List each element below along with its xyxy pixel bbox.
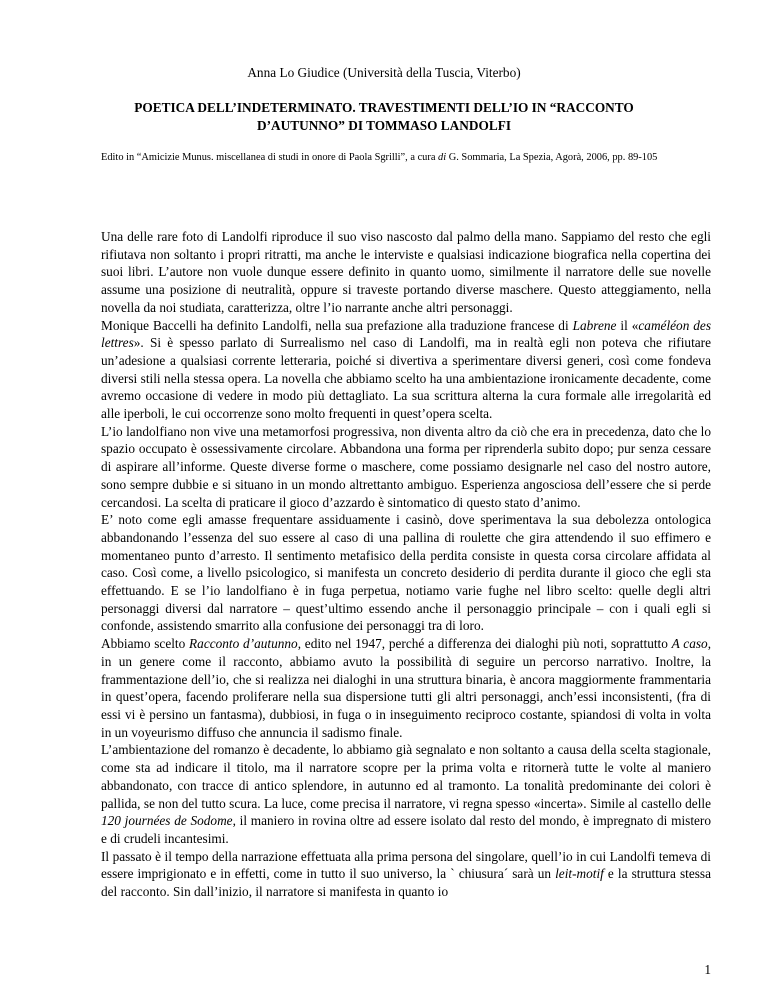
paragraph-5-text-c: , in un genere come il racconto, abbiamo avuto la possibilità di seguire un percorso narrativo. Inoltre, la frammentazione dell’io, che si realizza nei dialoghi in una struttura binaria, è ancora maggiormente frammentaria in quest’opera, facendo proliferare nella sua dispersione tutti gli altri personaggi, anch’essi inconsistenti, (fra di essi vi è persino un fantasma), dubbiosi, in fuga o in inseguimento reciproco costante, spiandosi di volta in volta in un voyeurismo diffuso che annuncia il sadismo finale. <box>101 636 712 740</box>
paragraph-7 <box>101 848 711 901</box>
paragraph-4: E’ noto come egli amasse frequentare assiduamente i casinò, dove sperimentava la sua debolezza ontologica abbandonando l’essenza del suo essere al caso di una pallina di roulette che gira attendendo il suo effimero e momentaneo punto d’arresto. Il sentimento metafisico della perdita consiste in questa corsa circolare affidata al caso. Così come, a livello psicologico, si manifesta un concreto desiderio di perdita durante il gioco che egli sta effettuando. E se l’io landolfiano è in fuga perpetua, notiamo varie fughe nel libro scelto: quelle degli altri personaggi diversi dal narratore – quest’ultimo essendo anche il personaggio principale – con i quali egli si confonde, assistendo smarrito alla confusione dei personaggi tra di loro. <box>101 512 711 634</box>
paragraph-6-text-a: L’ambientazione del romanzo è decadente, lo abbiamo già segnalato e non soltanto a causa della scelta stagionale, come sta ad indicare il titolo, ma il narratore scopre per la prima volta e ritornerà tutte le volte al maniero abbandonato, con tracce di antico splendore, in autunno ed al tramonto. La tonalità predominante dei colori è pallida, se non del tutto scura. La luce, come precisa il narratore, vi regna spesso «incerta». Simile al castello delle <box>101 742 711 811</box>
paragraph-3: L’io landolfiano non vive una metamorfosi progressiva, non diventa altro da ciò che era in precedenza, dato che lo spazio occupato è ossessivamente circolare. Abbandona una forma per riprenderla subito dopo; pur senza cessare di aspirare all’informe. Queste diverse forme o maschere, come possiamo designarle nel caso del nostro autore, sono sempre dubbie e si situano in un mondo altrettanto ambiguo. Esperienza angosciosa dell’essere che si perde cercandosi. La scelta di praticare il gioco d’azzardo è sintomatico di questo stato d’animo. <box>101 423 711 510</box>
title-a-caso: A caso <box>671 636 708 652</box>
paragraph-1: Una delle rare foto di Landolfi riproduce il suo viso nascosto dal palmo della mano. Sappiamo del resto che egli rifiutava non soltanto i propri ritratti, ma anche le interviste e qualsiasi indicazione biografica nella copertina dei suoi libri. L’autore non vuole dunque essere definito in quanto uomo, similmente il narratore delle sue novelle assume una posizione di neutralità, oppure si traveste portando diverse maschere. Questo atteggiamento, nella novella da noi studiata, caratterizza, oltre l’io narrante anche altri personaggi. <box>101 229 711 315</box>
paragraph-6 <box>101 741 711 847</box>
paragraph-5-text-a: Abbiamo scelto <box>101 636 190 652</box>
paragraph-7-text-b: e la struttura stessa del racconto. Sin dall’inizio, il narratore si manifesta in quanto io <box>101 866 711 900</box>
title-racconto-autunno: Racconto d’autunno <box>189 636 298 652</box>
paragraph-2 <box>101 317 711 423</box>
title-labrene: Labrene <box>572 317 617 333</box>
paragraph-2-text-b: il « <box>616 317 639 333</box>
paragraph-7-text-a: Il passato è il tempo della narrazione effettuata alla prima persona del singolare, quell’io in cui Landolfi temeva di essere imprigionato e in effetti, come in tutto il suo universo, la ` chiusura´ sarà un <box>101 848 711 882</box>
paragraph-6-text-b: , il maniero in rovina oltre ad essere isolato dal resto del mondo, è impregnato di mistero e di crudeli incantesimi. <box>101 813 711 846</box>
quote-cameleon: caméléon des lettres <box>101 317 712 351</box>
article-title: POETICA DELL’INDETERMINATO. TRAVESTIMENTI DELL’IO IN “RACCONTO D’AUTUNNO” DI TOMMASO LANDOLFI <box>134 100 634 133</box>
edition-note <box>101 150 667 165</box>
title-120-journees: 120 journées de Sodome <box>101 813 233 829</box>
edition-text-end: G. Sommaria, La Spezia, Agorà, 2006, pp. 89-105 <box>446 152 658 163</box>
paragraph-5-text-b: , edito nel 1947, perché a differenza dei dialoghi più noti, soprattutto <box>297 636 672 652</box>
term-leit-motif: leit-motif <box>555 866 604 882</box>
body-text <box>101 228 711 901</box>
paragraph-2-text-a: Monique Baccelli ha definito Landolfi, nella sua prefazione alla traduzione francese di <box>101 317 573 333</box>
author-line: Anna Lo Giudice (Università della Tuscia, Viterbo) <box>247 65 521 80</box>
edition-di-italic: di <box>438 152 447 163</box>
edition-text: Edito in “Amicizie Munus. miscellanea di studi in onore di Paola Sgrilli”, a cura <box>101 152 439 163</box>
page-number: 1 <box>704 962 711 977</box>
paragraph-5 <box>101 635 711 741</box>
paragraph-2-text-c: ». Si è spesso parlato di Surrealismo nel caso di Landolfi, ma in realtà egli non poteva che rifiutare un’adesione a qualsiasi corrente letteraria, poiché si divertiva a sperimentare diversi generi, così come fondeva diversi stili nella stessa opera. La novella che abbiamo scelto ha una ambientazione ironicamente decadente, come avremo occasione di vedere in modo più dettagliato. La sua scrittura alterna la cura formale alle irregolarità ed alle iperboli, le cui occorrenze sono molto frequenti in quest’opera scelta. <box>101 335 711 422</box>
